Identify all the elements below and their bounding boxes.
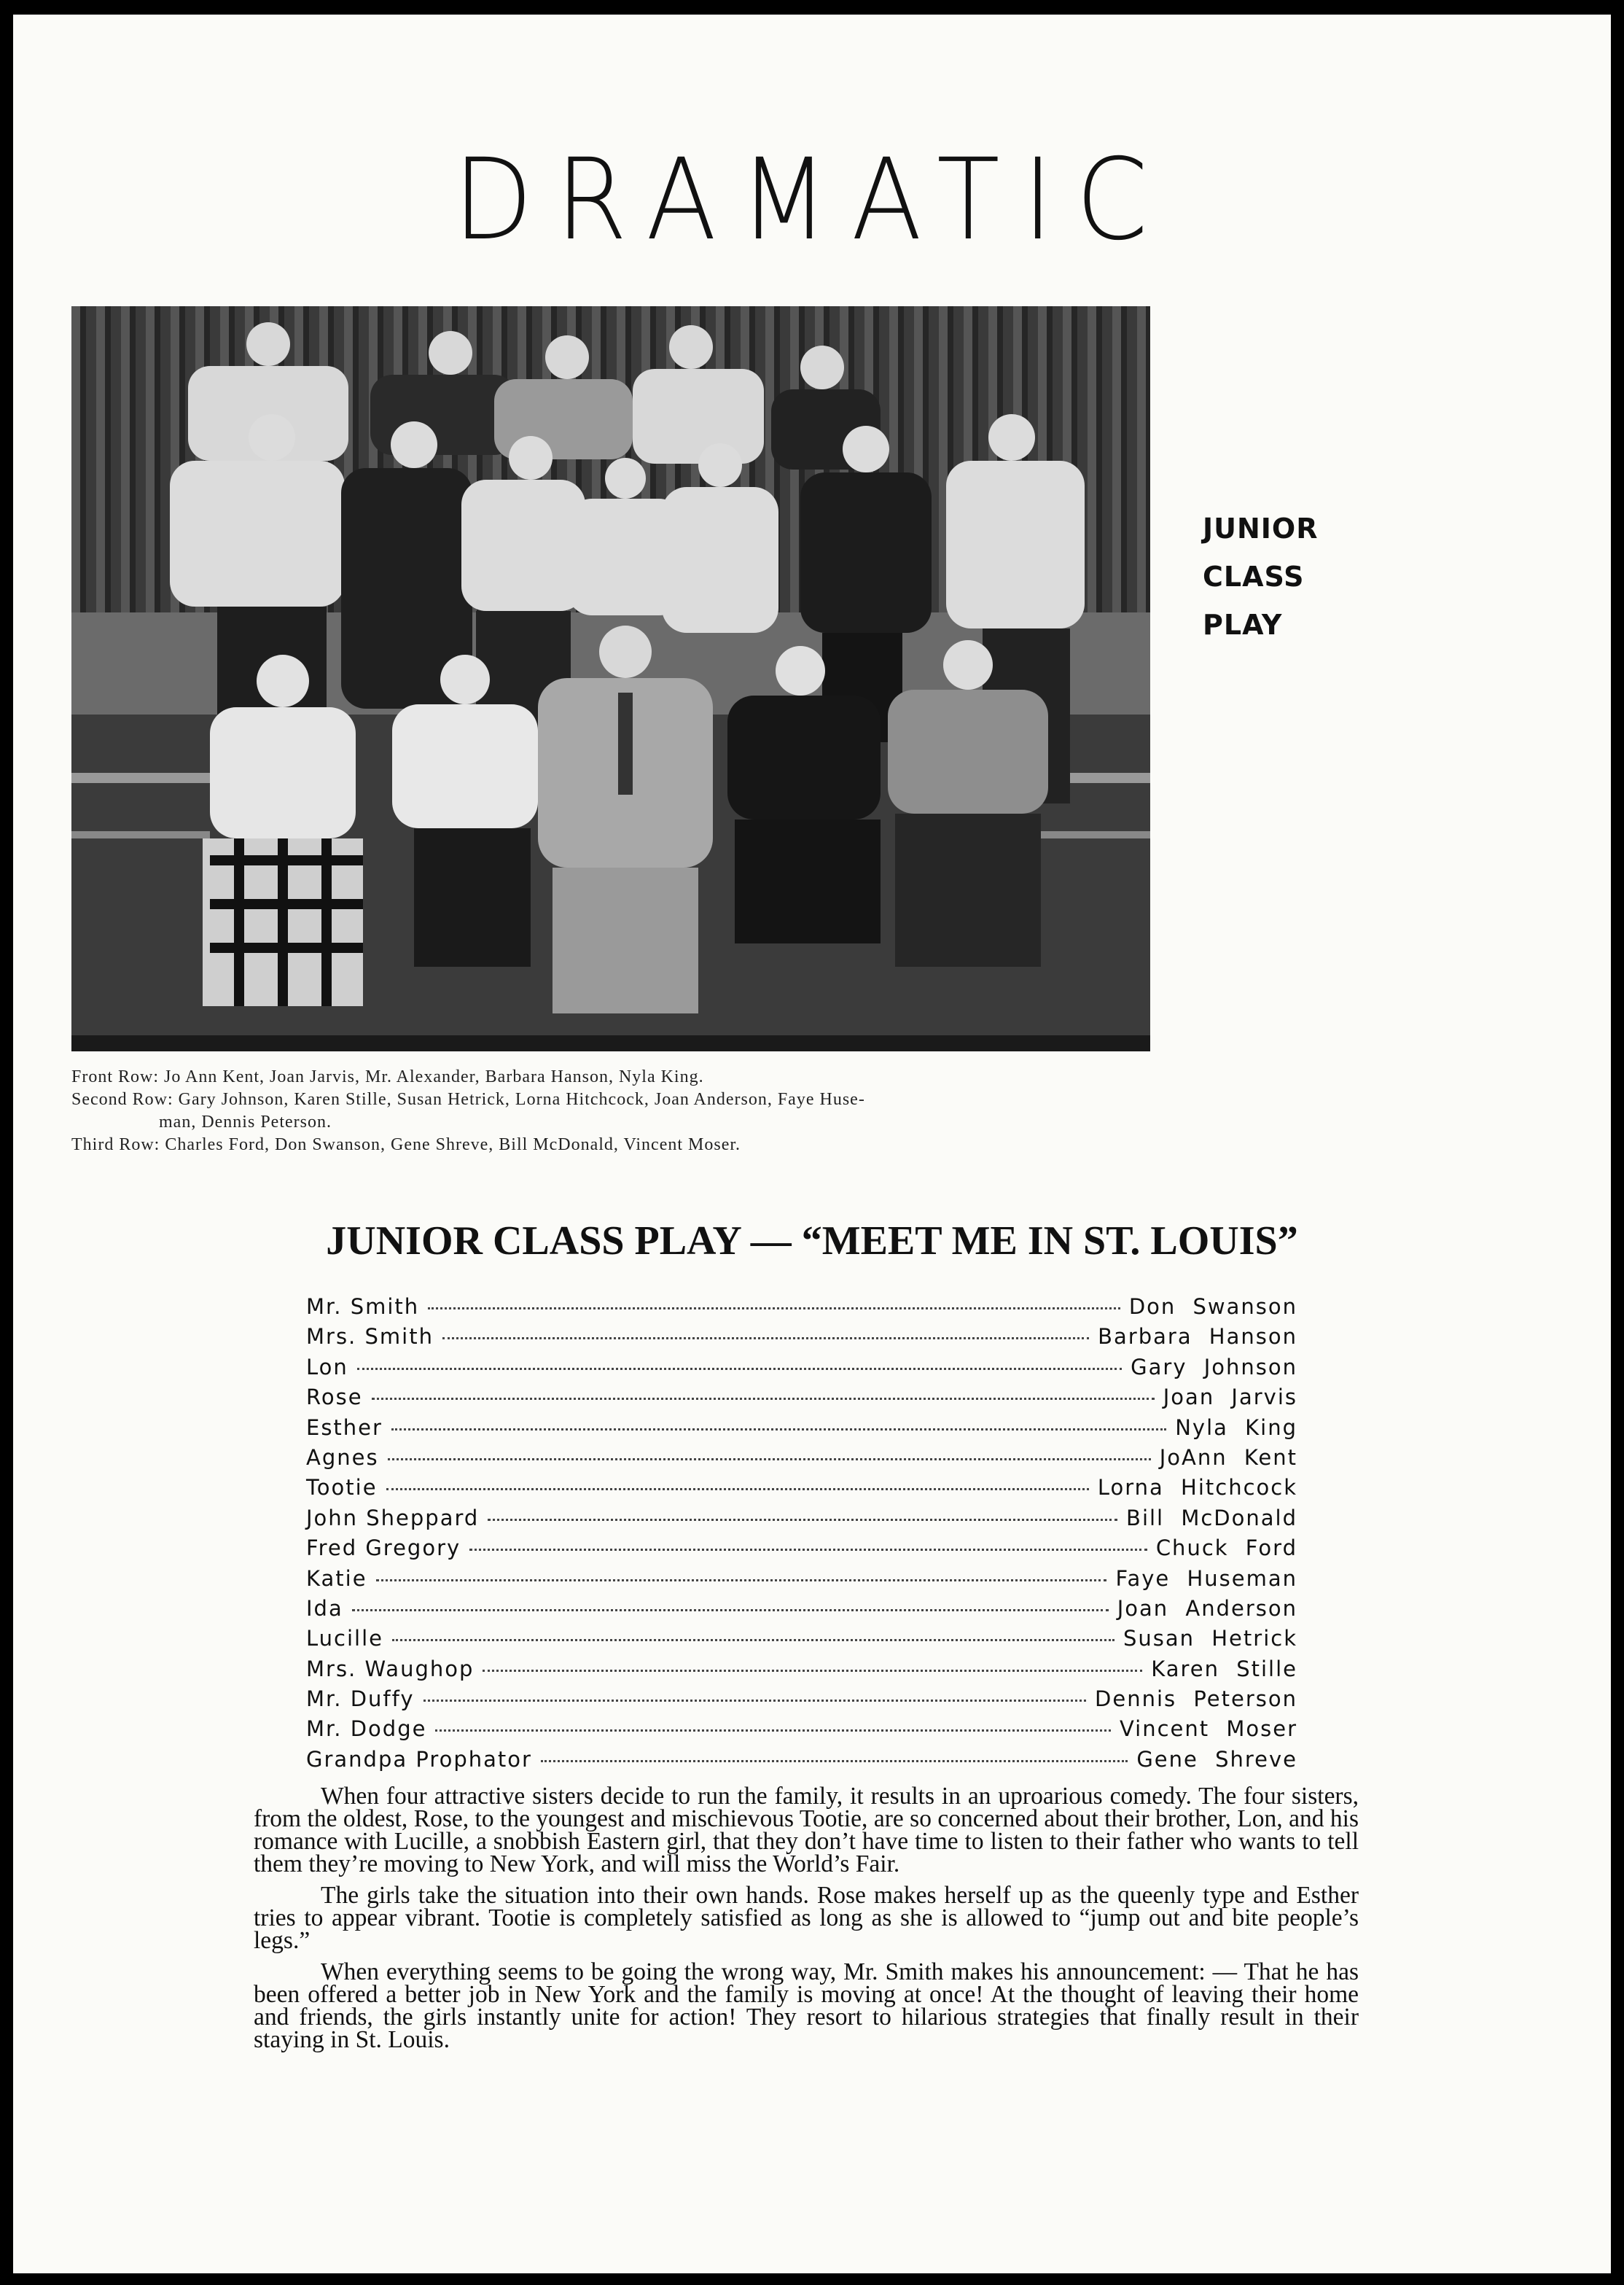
cast-row <box>306 1594 1297 1624</box>
cast-actor: Joan Jarvis <box>1163 1385 1297 1410</box>
side-label <box>1203 505 1319 649</box>
dot-leader <box>376 1579 1107 1581</box>
cast-role: Lon <box>306 1354 348 1379</box>
cast-row <box>306 1413 1297 1443</box>
dot-leader <box>469 1549 1147 1551</box>
caption-second-row-continued: man, Dennis Peterson. <box>159 1113 332 1132</box>
caption-front-row: Front Row: Jo Ann Kent, Joan Jarvis, Mr. Alexander, Barbara Hanson, Nyla King. <box>71 1067 704 1086</box>
cast-row <box>306 1745 1297 1775</box>
side-label-line: JUNIOR <box>1203 513 1319 545</box>
cast-role: Esther <box>306 1414 383 1440</box>
dot-leader <box>388 1458 1151 1460</box>
cast-actor: Joan Anderson <box>1117 1595 1297 1621</box>
photo-caption <box>71 1066 1172 1156</box>
cast-role: Mr. Dodge <box>306 1716 427 1742</box>
cast-actor: Gary Johnson <box>1131 1354 1297 1379</box>
cast-row <box>306 1352 1297 1382</box>
cast-actor: Susan Hetrick <box>1123 1626 1297 1651</box>
cast-actor: Faye Huseman <box>1115 1565 1297 1591</box>
cast-actor: JoAnn Kent <box>1159 1444 1297 1470</box>
cast-row <box>306 1564 1297 1594</box>
cast-actor: Gene Shreve <box>1136 1746 1297 1772</box>
cast-actor: Lorna Hitchcock <box>1097 1475 1297 1500</box>
cast-row <box>306 1503 1297 1533</box>
synopsis-paragraph: When four attractive sisters decide to run the family, it results in an uproarious comedy. The four sisters, from the oldest, Rose, to the youngest and mischievous Tootie, are so concerned about their brother, Lon, and his romance with Lucille, a snobbish Eastern girl, that they don’t have time to listen to their father who wants to tell them they’re moving to New York, and will miss the World’s Fair. <box>254 1783 1359 1877</box>
play-synopsis <box>254 1785 1359 2060</box>
cast-actor: Barbara Hanson <box>1098 1324 1297 1350</box>
cast-row <box>306 1714 1297 1744</box>
caption-second-row: Second Row: Gary Johnson, Karen Stille, Susan Hetrick, Lorna Hitchcock, Joan Anderson, Faye Huse- <box>71 1090 865 1109</box>
synopsis-paragraph: The girls take the situation into their own hands. Rose makes herself up as the queenly type and Esther tries to appear vibrant. Tootie is completely satisfied as long as she is allowed to “jump out and bite people’s legs.” <box>254 1882 1359 1954</box>
caption-third-row: Third Row: Charles Ford, Don Swanson, Gene Shreve, Bill McDonald, Vincent Moser. <box>71 1135 741 1154</box>
play-heading: JUNIOR CLASS PLAY — “MEET ME IN ST. LOUIS” <box>326 1218 1298 1264</box>
group-photo <box>71 306 1150 1051</box>
cast-actor: Don Swanson <box>1128 1294 1297 1319</box>
dot-leader <box>386 1488 1089 1490</box>
cast-actor: Karen Stille <box>1151 1656 1297 1681</box>
dot-leader <box>352 1609 1109 1611</box>
cast-actor: Dennis Peterson <box>1095 1686 1297 1712</box>
dot-leader <box>483 1670 1142 1672</box>
cast-row <box>306 1684 1297 1714</box>
cast-role: Katie <box>306 1565 367 1591</box>
group-photo-illustration <box>71 306 1150 1051</box>
cast-row <box>306 1292 1297 1322</box>
cast-actor: Bill McDonald <box>1126 1505 1297 1530</box>
cast-actor: Chuck Ford <box>1155 1535 1297 1561</box>
cast-row <box>306 1443 1297 1473</box>
cast-row <box>306 1624 1297 1654</box>
dot-leader <box>428 1307 1120 1309</box>
cast-row <box>306 1382 1297 1412</box>
dot-leader <box>442 1337 1089 1339</box>
cast-role: Mrs. Waughop <box>306 1656 475 1681</box>
cast-row <box>306 1533 1297 1563</box>
dot-leader <box>488 1519 1117 1521</box>
cast-role: Rose <box>306 1385 363 1410</box>
cast-role: Mrs. Smith <box>306 1324 434 1350</box>
cast-role: Ida <box>306 1595 343 1621</box>
page-title: DRAMATIC <box>453 135 1171 265</box>
side-label-line: CLASS <box>1203 561 1305 593</box>
cast-actor: Vincent Moser <box>1119 1716 1297 1742</box>
cast-row <box>306 1322 1297 1352</box>
side-label-line: PLAY <box>1203 609 1283 641</box>
cast-role: John Sheppard <box>306 1505 480 1530</box>
cast-role: Grandpa Prophator <box>306 1746 532 1772</box>
dot-leader <box>392 1639 1114 1641</box>
dot-leader <box>541 1760 1128 1762</box>
yearbook-page <box>13 15 1611 2273</box>
dot-leader <box>357 1368 1122 1370</box>
cast-role: Mr. Duffy <box>306 1686 415 1712</box>
cast-role: Fred Gregory <box>306 1535 461 1561</box>
synopsis-paragraph: When everything seems to be going the wrong way, Mr. Smith makes his announcement: — That he has been offered a better job in New York and the family is moving at once! At the thought of leaving their home and friends, the girls instantly unite for action! They resort to hilarious strategies that finally result in their staying in St. Louis. <box>254 1958 1359 2053</box>
dot-leader <box>391 1428 1166 1430</box>
cast-actor: Nyla King <box>1175 1414 1297 1440</box>
cast-role: Lucille <box>306 1626 383 1651</box>
cast-role: Agnes <box>306 1444 379 1470</box>
cast-role: Mr. Smith <box>306 1294 420 1319</box>
dot-leader <box>372 1398 1155 1400</box>
dot-leader <box>435 1729 1111 1732</box>
dot-leader <box>423 1700 1087 1702</box>
cast-row <box>306 1654 1297 1684</box>
cast-row <box>306 1473 1297 1503</box>
cast-list <box>306 1292 1297 1775</box>
cast-role: Tootie <box>306 1475 378 1500</box>
